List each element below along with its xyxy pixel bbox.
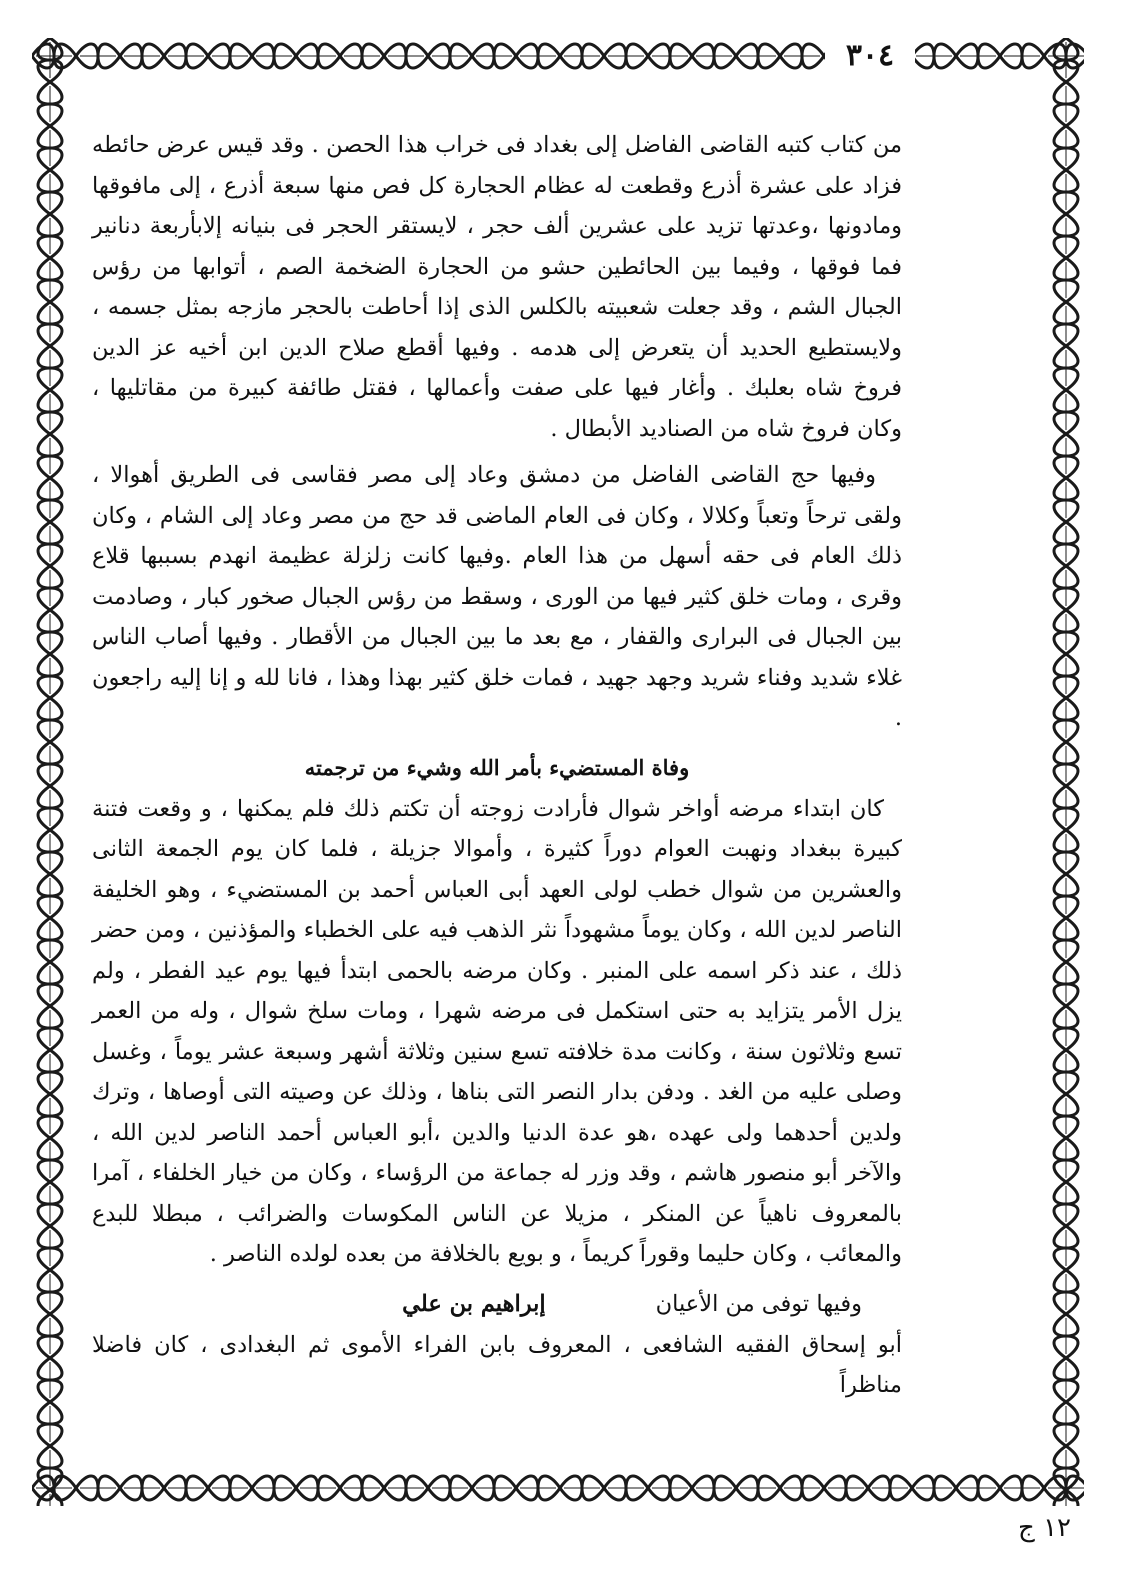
braid-pattern-top: [32, 38, 1084, 74]
deaths-intro-text: وفيها توفى من الأعيان: [655, 1290, 862, 1317]
top-border-ornament: [32, 38, 1084, 74]
printer-signature-mark: ١٢ ج: [1018, 1513, 1071, 1543]
braid-pattern-left: [32, 38, 68, 1506]
braid-pattern-bottom: [32, 1470, 1084, 1506]
biography-name-heading: إبراهيم بن علي: [402, 1290, 546, 1317]
right-border-ornament: [1048, 38, 1084, 1506]
body-paragraph: من كتاب كتبه القاضى الفاضل إلى بغداد فى خراب هذا الحصن . وقد قيس عرض حائطه فزاد على عشرة أذرع وقطعت له عظام الحجارة كل فص منها سبعة أذرع ، إلى مافوقها ومادونها ،وعدتها تزيد على عشرين ألف حجر ، لايستقر الحجر فى بنيانه إلابأربعة دنانير فما فوقها ، وفيما بين الحائطين حشو من الحجارة الضخمة الصم ، أتوابها من رؤس الجبال الشم ، وقد جعلت شعبيته بالكلس الذى إذا أحاطت بالحجر مازجه بمثل جسمه ، ولايستطيع الحديد أن يتعرض إلى هدمه . وفيها أقطع صلاح الدين ابن أخيه عز الدين فروخ شاه بعلبك . وأغار فيها على صفت وأعمالها ، فقتل طائفة كبيرة من مقاتليها ، وكان فروخ شاه من الصناديد الأبطال .: [92, 132, 902, 442]
page-number: ٣٠٤: [825, 36, 915, 76]
page-body: [92, 125, 902, 1406]
deaths-subheading: [92, 1283, 902, 1325]
body-paragraph: كان ابتداء مرضه أواخر شوال فأرادت زوجته أن تكتم ذلك فلم يمكنها ، و وقعت فتنة كبيرة ببغداد ونهبت العوام دوراً كثيرة ، وأموالا جزيلة ، فلما كان يوم الجمعة الثانى والعشرين من شوال خطب لولى العهد أبى العباس أحمد بن المستضيء ، وهو الخليفة الناصر لدين الله ، وكان يوماً مشهوداً نثر الذهب فيه على الخطباء والمؤذنين ، ومن حضر ذلك ، عند ذكر اسمه على المنبر . وكان مرضه بالحمى ابتدأ فيها يوم عيد الفطر ، ولم يزل الأمر يتزايد به حتى استكمل فى مرضه شهرا ، ومات سلخ شوال ، وله من العمر تسع وثلاثون سنة ، وكانت مدة خلافته تسع سنين وثلاثة أشهر وسبعة عشر يوماً ، وغسل وصلى عليه من الغد . ودفن بدار النصر التى بناها ، وذلك عن وصيته التى أوصاها ، وترك ولدين أحدهما ولى عهده ،هو عدة الدنيا والدين ،أبو العباس أحمد الناصر لدين الله ، والآخر أبو منصور هاشم ، وقد وزر له جماعة من الرؤساء ، وكان من خيار الخلفاء ، آمرا بالمعروف ناهياً عن المنكر ، مزيلا عن الناس المكوسات والضرائب ، مبطلا للبدع والمعائب ، وكان حليما وقوراً كريماً ، و بويع بالخلافة من بعده لولده الناصر .: [92, 795, 902, 1267]
body-paragraph: أبو إسحاق الفقيه الشافعى ، المعروف بابن الفراء الأموى ثم البغدادى ، كان فاضلا مناظراً: [92, 1331, 902, 1398]
braid-pattern-right: [1048, 38, 1084, 1506]
section-heading: وفاة المستضيء بأمر الله وشيء من ترجمته: [304, 754, 690, 780]
body-paragraph: وفيها حج القاضى الفاضل من دمشق وعاد إلى مصر فقاسى فى الطريق أهوالا ، ولقى ترحاً وتعباً وكلالا ، وكان فى العام الماضى قد حج من مصر وعاد إلى الشام ، وكان ذلك العام فى حقه أسهل من هذا العام .وفيها كانت زلزلة عظيمة انهدم بسببها قلاع وقرى ، ومات خلق كثير فيها من الورى ، وسقط من رؤس الجبال صخور كبار ، وصادمت بين الجبال فى البرارى والقفار ، مع بعد ما بين الجبال من الأقطار . وفيها أصاب الناس غلاء شديد وفناء شريد وجهد جهيد ، فمات خلق كثير بهذا وهذا ، فانا لله و إنا إليه راجعون .: [92, 462, 902, 731]
bottom-border-ornament: [32, 1470, 1084, 1506]
left-border-ornament: [32, 38, 68, 1506]
